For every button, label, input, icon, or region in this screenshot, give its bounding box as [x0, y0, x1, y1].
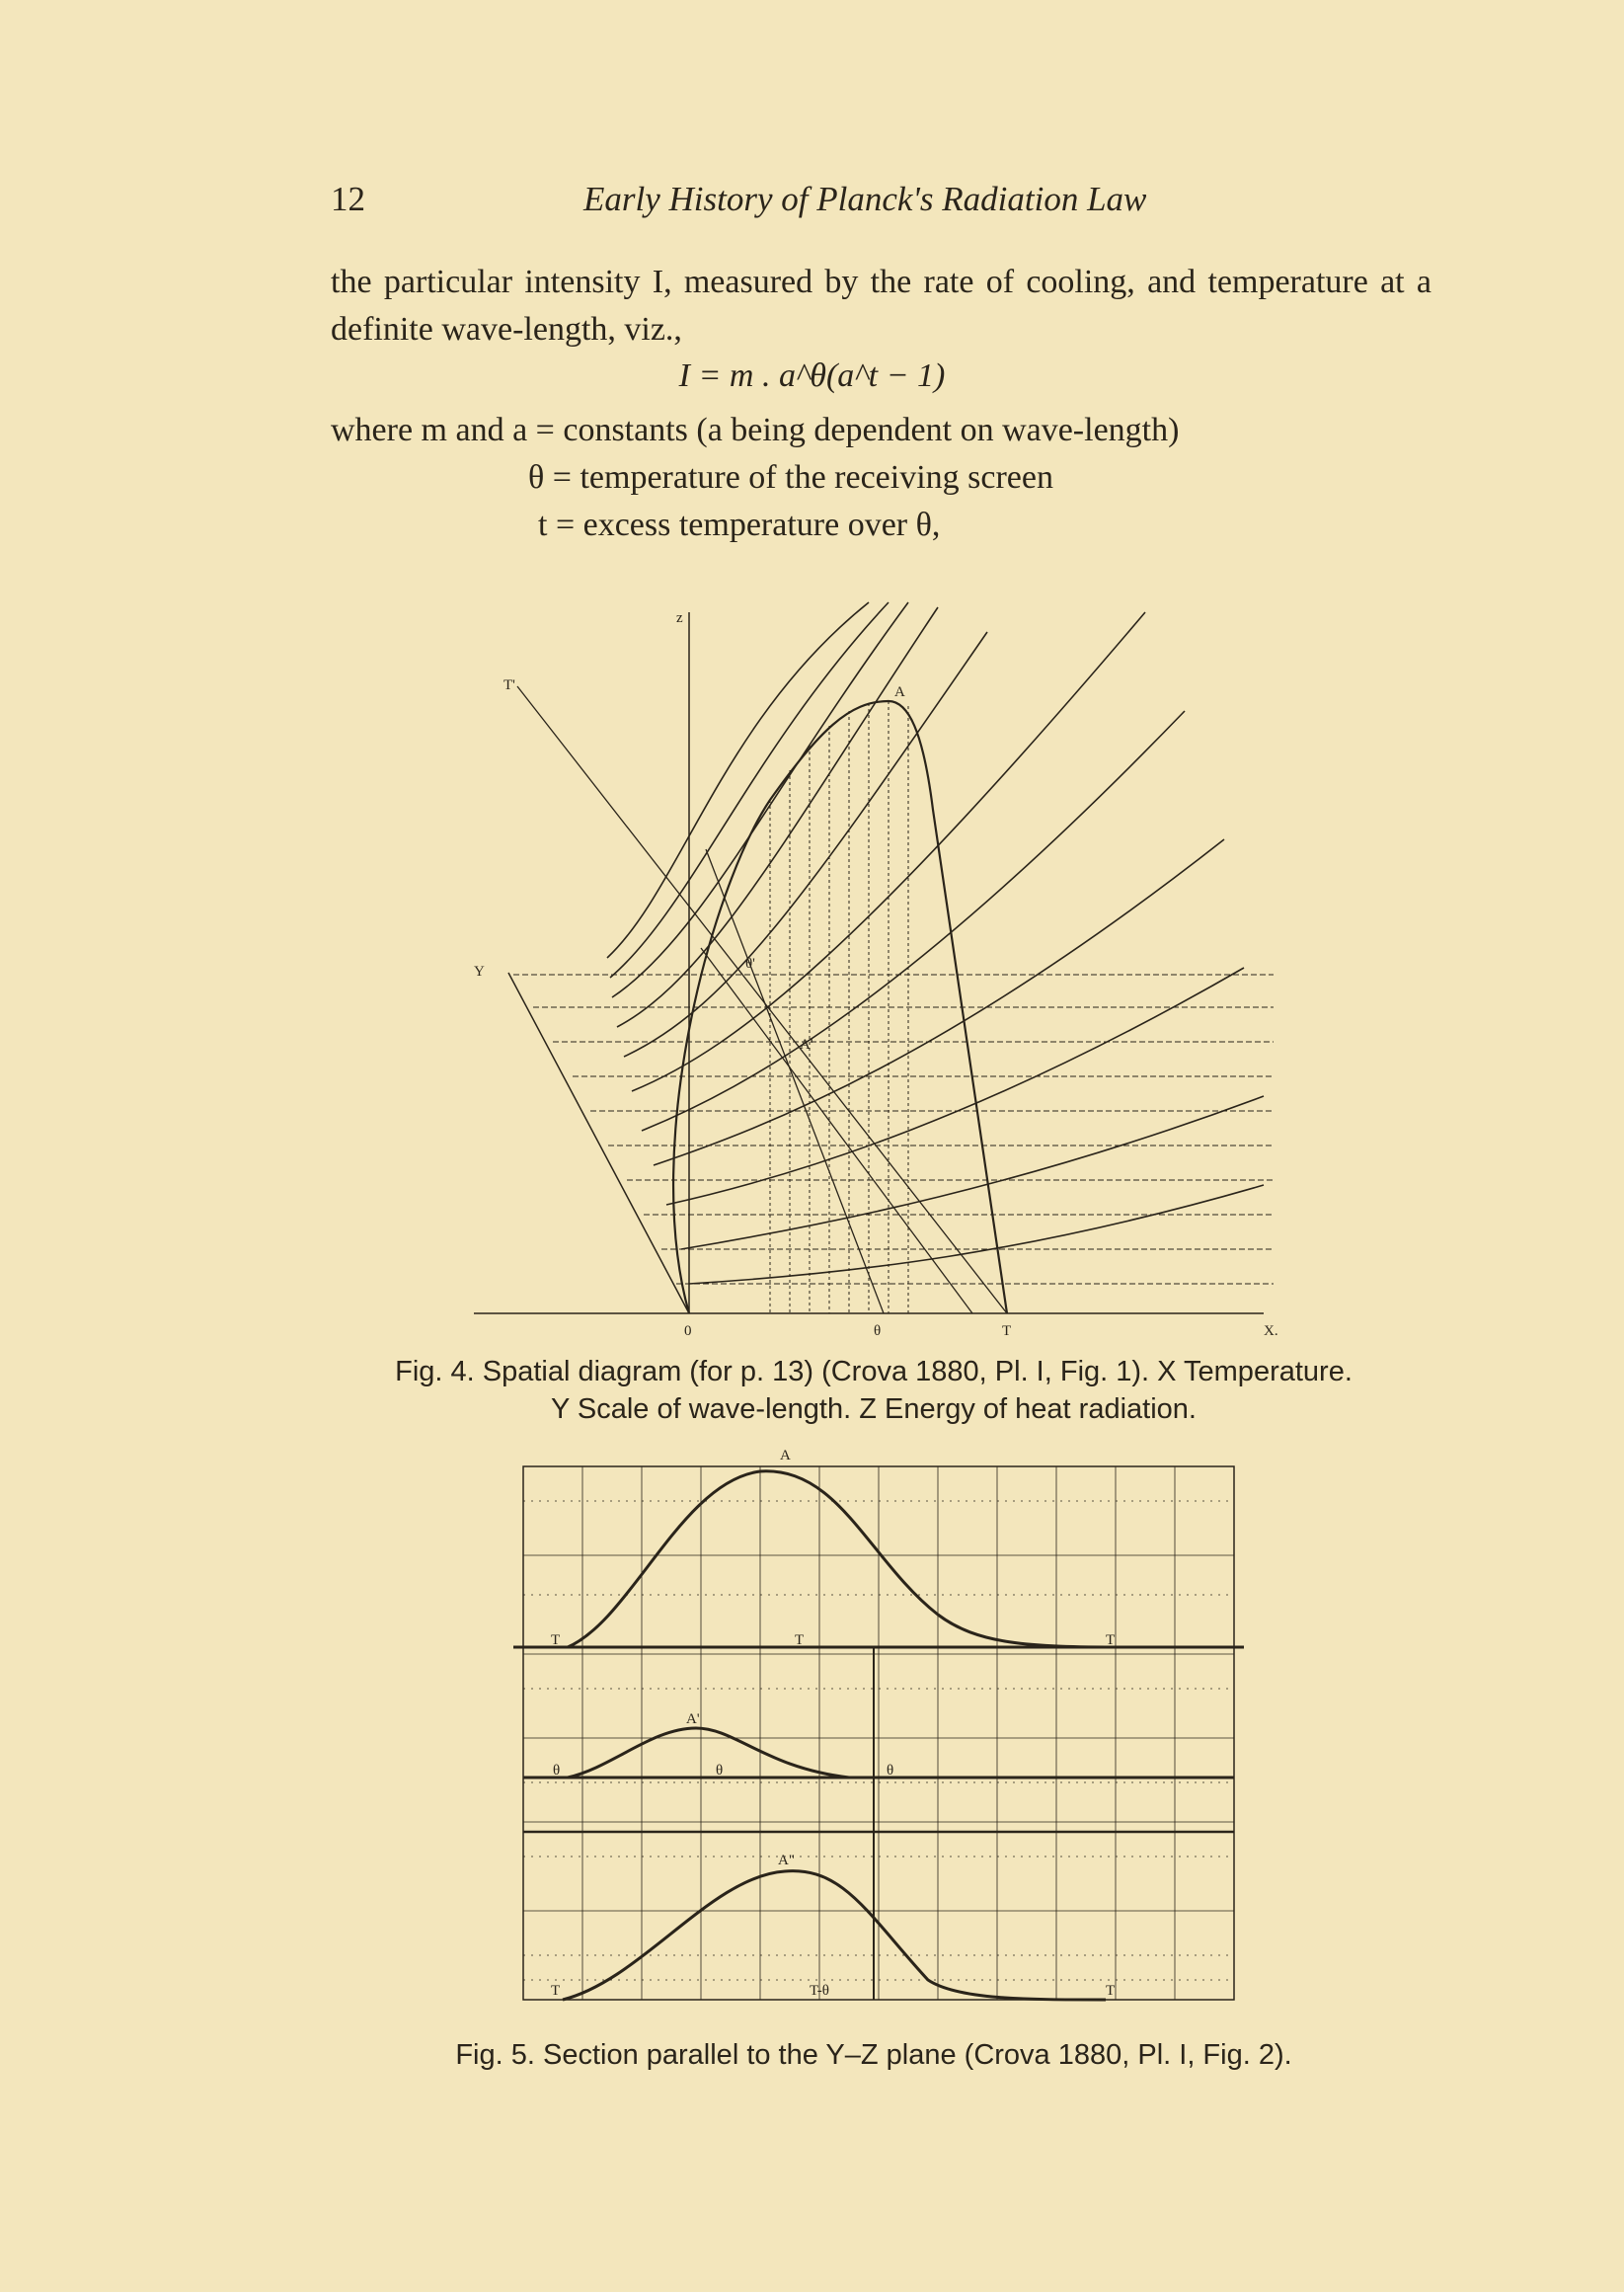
fig5-label-t2: T [795, 1632, 805, 1648]
figure-4-caption-line2: Y Scale of wave-length. Z Energy of heat radiation. [551, 1393, 1197, 1425]
fig4-label-a: A [894, 684, 905, 700]
where-line: where m and a = constants (a being dependent on wave-length) [331, 412, 1180, 448]
theta-prime-line [701, 948, 972, 1313]
fig4-label-z: z [676, 610, 683, 626]
figure-4-diagram [474, 593, 1283, 1343]
isothermal-curves [607, 602, 1264, 1284]
theta-line [706, 849, 884, 1313]
fig5-label-t5: T [1106, 1983, 1116, 1999]
curve-a [568, 1471, 1125, 1647]
fig4-label-theta: θ [874, 1323, 882, 1339]
fig5-label-a-dprime: A" [778, 1853, 795, 1868]
definition-t: t = excess temperature over θ, [538, 507, 941, 543]
t-prime-line [517, 686, 1007, 1313]
running-title: Early History of Planck's Radiation Law [583, 180, 1147, 218]
body-paragraph: the particular intensity I, measured by the rate of cooling, and temperature at a definite wave-length, viz., [331, 264, 1431, 348]
fig4-label-origin: 0 [684, 1323, 692, 1339]
fig4-label-x: X. [1264, 1323, 1278, 1339]
fig5-label-t1: T [551, 1632, 561, 1648]
figure-5-caption: Fig. 5. Section parallel to the Y–Z plane (Crova 1880, Pl. I, Fig. 2). [455, 2039, 1292, 2071]
figure-5-diagram [513, 1442, 1244, 2024]
y-axis-line [508, 973, 689, 1313]
fig5-label-a-prime: A' [686, 1711, 700, 1727]
curve-a-prime [568, 1728, 849, 1778]
fig5-label-theta1: θ [553, 1763, 561, 1778]
equation: I = m . a^θ(a^t − 1) [678, 357, 946, 394]
fig5-label-t3: T [1106, 1632, 1116, 1648]
figure-4-caption-line1: Fig. 4. Spatial diagram (for p. 13) (Crova 1880, Pl. I, Fig. 1). X Temperature. [395, 1356, 1353, 1387]
page-header [331, 180, 1429, 229]
fig4-label-y: Y [474, 964, 485, 980]
figure-4-caption [316, 1353, 1431, 1428]
definition-theta: θ = temperature of the receiving screen [528, 459, 1053, 496]
fig5-label-t-theta: T-θ [810, 1983, 829, 1999]
page-number: 12 [331, 180, 365, 218]
fig5-label-theta2: θ [716, 1763, 724, 1778]
fig5-label-theta3: θ [887, 1763, 894, 1778]
fig5-label-t4: T [551, 1983, 561, 1999]
curve-a-dprime [563, 1871, 1106, 2000]
fig4-label-t: T [1002, 1323, 1012, 1339]
fig4-label-theta-prime: θ' [745, 956, 755, 972]
fig5-label-a: A [780, 1448, 791, 1463]
fig4-label-a-prime: A' [800, 1037, 813, 1053]
fig4-label-t-prime: T' [503, 677, 515, 693]
